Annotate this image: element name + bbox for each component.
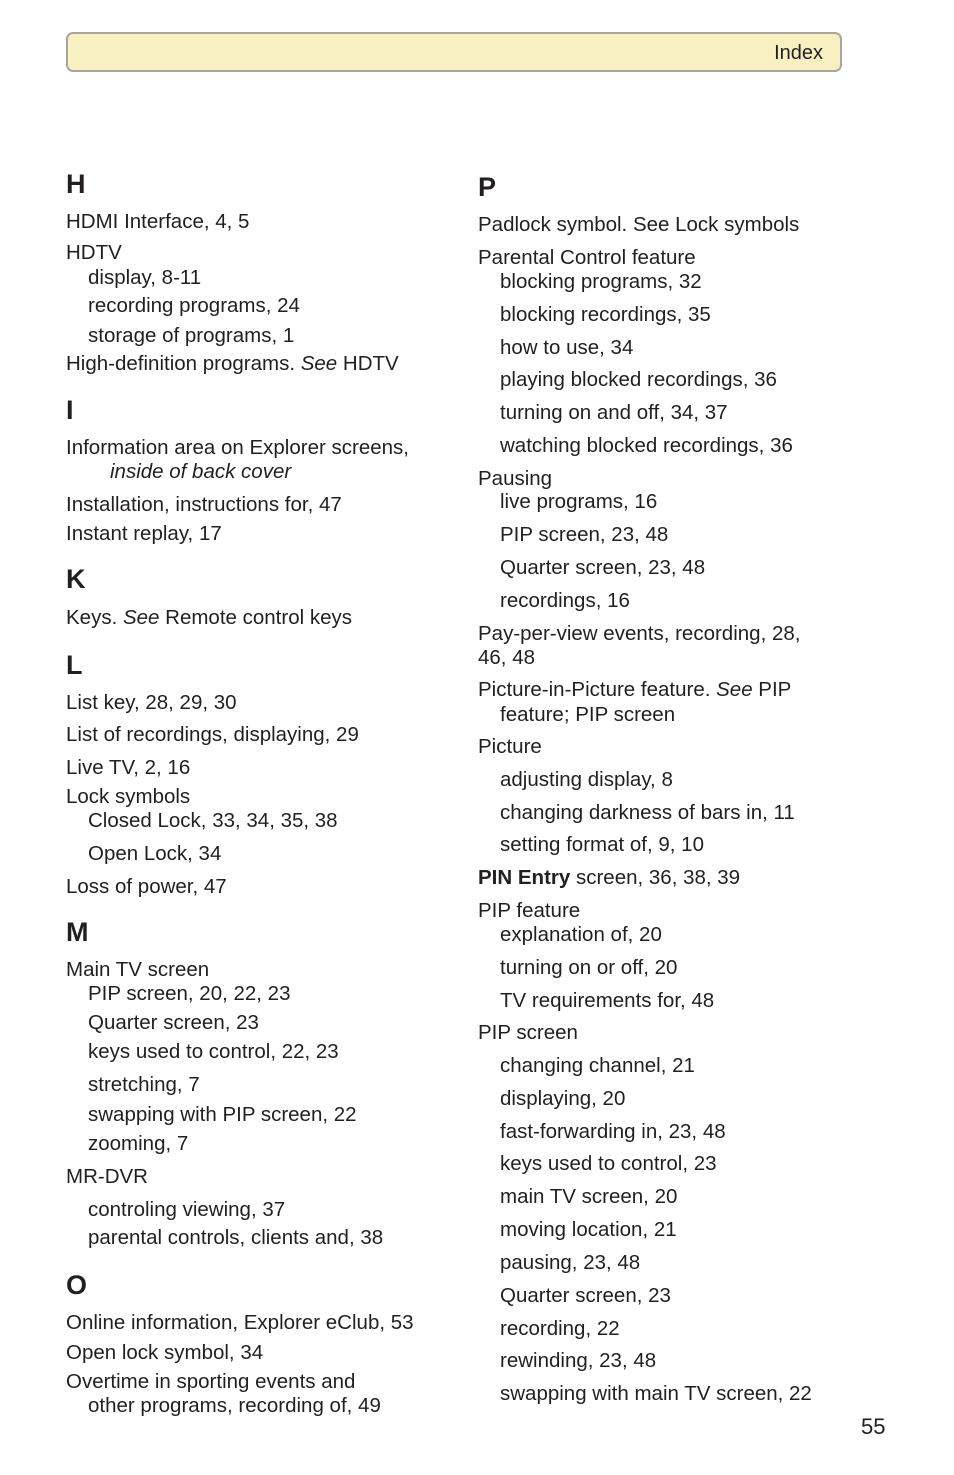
index-subentry: live programs, 16 xyxy=(500,490,658,513)
index-subentry: changing channel, 21 xyxy=(500,1054,695,1077)
index-subentry: parental controls, clients and, 38 xyxy=(88,1226,384,1249)
index-subentry: swapping with main TV screen, 22 xyxy=(500,1382,812,1405)
header-bar xyxy=(66,32,842,72)
index-subentry: displaying, 20 xyxy=(500,1087,626,1110)
entry-text: Picture-in-Picture feature. xyxy=(478,678,717,701)
index-entry: Installation, instructions for, 47 xyxy=(66,493,342,516)
index-subentry: PIP screen, 20, 22, 23 xyxy=(88,982,291,1005)
index-entry xyxy=(478,680,791,701)
entry-text: PIP xyxy=(752,678,792,701)
index-subentry: stretching, 7 xyxy=(88,1073,200,1096)
index-entry-continuation: feature; PIP screen xyxy=(500,703,676,726)
section-title: Index xyxy=(774,42,823,64)
index-subentry: recording, 22 xyxy=(500,1317,620,1340)
index-subentry: blocking programs, 32 xyxy=(500,270,702,293)
index-subentry: recordings, 16 xyxy=(500,589,630,612)
entry-text: High-definition programs. xyxy=(66,352,301,375)
index-subentry: how to use, 34 xyxy=(500,336,634,359)
index-subentry: controling viewing, 37 xyxy=(88,1198,286,1221)
see-reference: See xyxy=(716,678,753,701)
index-subentry: display, 8-11 xyxy=(88,266,202,289)
index-entry: Open lock symbol, 34 xyxy=(66,1341,264,1364)
index-subentry: fast-forwarding in, 23, 48 xyxy=(500,1120,726,1143)
entry-text: Remote control keys xyxy=(159,606,353,629)
index-subentry: turning on or off, 20 xyxy=(500,956,678,979)
index-entry: Padlock symbol. See Lock symbols xyxy=(478,213,800,236)
index-entry: Main TV screen xyxy=(66,958,210,981)
index-entry: Pay-per-view events, recording, 28, xyxy=(478,622,801,645)
index-subentry: setting format of, 9, 10 xyxy=(500,833,704,856)
section-letter-l: L xyxy=(66,650,83,680)
index-subentry: storage of programs, 1 xyxy=(88,324,295,347)
index-entry-continuation: other programs, recording of, 49 xyxy=(88,1394,381,1417)
index-subentry: turning on and off, 34, 37 xyxy=(500,401,728,424)
index-entry xyxy=(478,868,740,889)
index-subentry: main TV screen, 20 xyxy=(500,1185,678,1208)
index-entry: Overtime in sporting events and xyxy=(66,1370,356,1393)
page-number: 55 xyxy=(861,1414,886,1439)
index-entry: PIP feature xyxy=(478,899,581,922)
index-subentry: watching blocked recordings, 36 xyxy=(500,434,793,457)
index-subentry: recording programs, 24 xyxy=(88,294,300,317)
index-subentry: rewinding, 23, 48 xyxy=(500,1349,657,1372)
ui-term-bold: PIN Entry xyxy=(478,866,571,889)
index-subentry: pausing, 23, 48 xyxy=(500,1251,641,1274)
index-entry: Instant replay, 17 xyxy=(66,522,222,545)
entry-text: screen, 36, 38, 39 xyxy=(570,866,741,889)
section-letter-h: H xyxy=(66,169,86,199)
section-letter-i: I xyxy=(66,395,74,425)
index-subentry: Quarter screen, 23 xyxy=(88,1011,259,1034)
index-subentry: explanation of, 20 xyxy=(500,923,662,946)
index-subentry: TV requirements for, 48 xyxy=(500,989,715,1012)
index-entry: List key, 28, 29, 30 xyxy=(66,691,237,714)
index-subentry: keys used to control, 22, 23 xyxy=(88,1040,339,1063)
index-entry-continuation: 46, 48 xyxy=(478,646,535,669)
index-entry: Pausing xyxy=(478,467,553,490)
section-letter-m: M xyxy=(66,917,89,947)
index-subentry: Quarter screen, 23, 48 xyxy=(500,556,706,579)
index-subentry: PIP screen, 23, 48 xyxy=(500,523,669,546)
index-entry-continuation: inside of back cover xyxy=(110,460,292,483)
index-subentry: Quarter screen, 23 xyxy=(500,1284,671,1307)
index-entry: HDTV xyxy=(66,241,122,264)
index-entry: Lock symbols xyxy=(66,785,191,808)
index-entry: PIP screen xyxy=(478,1021,578,1044)
entry-text: HDTV xyxy=(337,352,399,375)
index-entry: HDMI Interface, 4, 5 xyxy=(66,210,250,233)
section-letter-p: P xyxy=(478,172,497,202)
index-entry: Parental Control feature xyxy=(478,246,696,269)
index-subentry: changing darkness of bars in, 11 xyxy=(500,801,795,824)
index-entry: Information area on Explorer screens, xyxy=(66,436,409,459)
see-reference: See xyxy=(300,352,338,375)
index-entry: Picture xyxy=(478,735,542,758)
index-entry xyxy=(66,608,352,629)
index-subentry: keys used to control, 23 xyxy=(500,1152,717,1175)
index-subentry: Closed Lock, 33, 34, 35, 38 xyxy=(88,809,338,832)
index-subentry: adjusting display, 8 xyxy=(500,768,673,791)
index-subentry: Open Lock, 34 xyxy=(88,842,222,865)
index-subentry: swapping with PIP screen, 22 xyxy=(88,1103,357,1126)
index-entry: List of recordings, displaying, 29 xyxy=(66,723,359,746)
see-reference: See xyxy=(122,606,160,629)
index-subentry: playing blocked recordings, 36 xyxy=(500,368,777,391)
index-subentry: zooming, 7 xyxy=(88,1132,189,1155)
index-subentry: moving location, 21 xyxy=(500,1218,677,1241)
entry-text: Keys. xyxy=(66,606,123,629)
index-entry: Online information, Explorer eClub, 53 xyxy=(66,1311,414,1334)
index-subentry: blocking recordings, 35 xyxy=(500,303,711,326)
index-entry: Live TV, 2, 16 xyxy=(66,756,191,779)
section-letter-o: O xyxy=(66,1270,88,1300)
index-entry: Loss of power, 47 xyxy=(66,875,227,898)
section-letter-k: K xyxy=(66,564,86,594)
index-entry xyxy=(66,354,399,375)
index-entry: MR-DVR xyxy=(66,1165,148,1188)
